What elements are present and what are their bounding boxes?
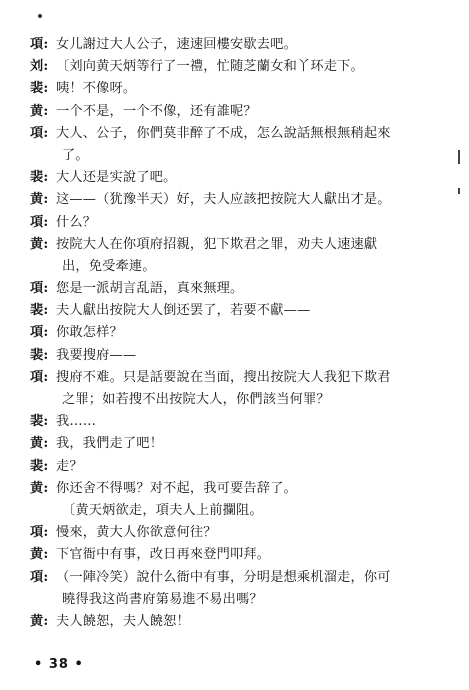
line-text: 〔刘向黄天炳等行了一禮，忙随芝蘭女和丫环走下。 xyxy=(56,59,364,75)
line-text: 之罪；如若搜不出按院大人，你們該当何罪？ xyxy=(62,392,330,407)
dialogue-line xyxy=(30,189,450,211)
line-text: 下官衙中有事，改日再來登門叩拜。 xyxy=(56,547,271,563)
dialogue-line xyxy=(30,34,450,56)
dialogue-line xyxy=(30,234,450,256)
line-text: 夫人獻出按院大人倒还罢了，若要不獻—— xyxy=(56,303,311,319)
dialogue-line xyxy=(30,500,450,522)
speaker-label: 項: xyxy=(30,125,49,141)
speaker-label: 黄: xyxy=(30,480,49,496)
script-text xyxy=(30,34,450,633)
margin-mark xyxy=(458,188,460,194)
line-text: 你敢怎样？ xyxy=(56,325,123,341)
speaker-label: 裴: xyxy=(30,170,49,186)
line-text: 我要搜府—— xyxy=(56,347,137,363)
line-text: 我，我們走了吧！ xyxy=(56,436,164,452)
line-text: 走？ xyxy=(56,458,83,474)
speaker-label: 裴: xyxy=(30,303,49,319)
page-number: • 38 • xyxy=(34,657,84,672)
speaker-label: 項: xyxy=(30,369,49,385)
dialogue-line xyxy=(30,478,450,500)
dialogue-line xyxy=(30,256,450,278)
line-text: 搜府不难。只是話要說在当面，搜出按院大人我犯下欺君 xyxy=(56,369,391,385)
line-text: 大人、公子，你們莫非醉了不成，怎么說話無根無稍起來 xyxy=(56,125,391,141)
line-text: 曉得我这尚書府第易進不易出嗎？ xyxy=(62,591,263,607)
ink-dot xyxy=(38,14,42,18)
line-text: 咦！不像呀。 xyxy=(56,81,137,97)
dialogue-line xyxy=(30,345,450,367)
speaker-label: 項: xyxy=(30,281,49,297)
line-text: 慢來，黄大人你欲意何往？ xyxy=(56,525,217,541)
line-text: 你还舍不得嗎？对不起，我可要告辞了。 xyxy=(56,480,297,496)
line-text: 出，免受牽連。 xyxy=(62,258,156,274)
dialogue-line xyxy=(30,78,450,100)
dialogue-line xyxy=(30,56,450,78)
speaker-label: 黄: xyxy=(30,192,49,208)
line-text: 这——（犹豫半天）好，夫人应該把按院大人獻出才是。 xyxy=(56,192,391,208)
dialogue-line xyxy=(30,101,450,123)
dialogue-line xyxy=(30,212,450,234)
speaker-label: 黄: xyxy=(30,436,49,452)
speaker-label: 項: xyxy=(30,214,49,230)
dialogue-line xyxy=(30,589,450,611)
dialogue-line xyxy=(30,522,450,544)
dialogue-line xyxy=(30,367,450,389)
line-text: 我…… xyxy=(56,414,97,430)
speaker-label: 黄: xyxy=(30,613,49,629)
dialogue-line xyxy=(30,167,450,189)
dialogue-line xyxy=(30,611,450,633)
speaker-label: 黄: xyxy=(30,103,49,119)
line-text: 什么？ xyxy=(56,214,97,230)
line-text: 按院大人在你項府招親，犯下欺君之罪，劝夫人速速獻 xyxy=(56,236,378,252)
dialogue-line xyxy=(30,145,450,167)
speaker-label: 裴: xyxy=(30,81,49,97)
speaker-label: 項: xyxy=(30,525,49,541)
speaker-label: 黄: xyxy=(30,547,49,563)
margin-mark xyxy=(458,150,460,164)
dialogue-line xyxy=(30,567,450,589)
line-text: 了。 xyxy=(62,147,89,163)
dialogue-line xyxy=(30,433,450,455)
dialogue-line xyxy=(30,300,450,322)
line-text: 您是一派胡言乱語，真來無理。 xyxy=(56,281,244,297)
speaker-label: 黄: xyxy=(30,236,49,252)
line-text: 大人还是实說了吧。 xyxy=(56,170,177,186)
speaker-label: 裴: xyxy=(30,458,49,474)
speaker-label: 項: xyxy=(30,37,49,52)
line-text: 夫人饒恕，夫人饒恕！ xyxy=(56,613,190,629)
dialogue-line xyxy=(30,123,450,145)
dialogue-line xyxy=(30,411,450,433)
speaker-label: 項: xyxy=(30,325,49,341)
speaker-label: 裴: xyxy=(30,414,49,430)
dialogue-line xyxy=(30,456,450,478)
line-text: 〔黄天炳欲走，項夫人上前攔阻。 xyxy=(62,502,263,518)
dialogue-line xyxy=(30,278,450,300)
dialogue-line xyxy=(30,544,450,566)
dialogue-line xyxy=(30,322,450,344)
dialogue-line xyxy=(30,389,450,411)
line-text: （一陣冷笑）說什么衙中有事，分明是想乘机溜走，你可 xyxy=(56,569,391,585)
line-text: 一个不是，一个不像，还有誰呢？ xyxy=(56,103,257,119)
speaker-label: 裴: xyxy=(30,347,49,363)
speaker-label: 項: xyxy=(30,569,49,585)
speaker-label: 刘: xyxy=(30,59,49,75)
line-text: 女儿謝过大人公子，速速回樓安歇去吧。 xyxy=(56,37,297,52)
